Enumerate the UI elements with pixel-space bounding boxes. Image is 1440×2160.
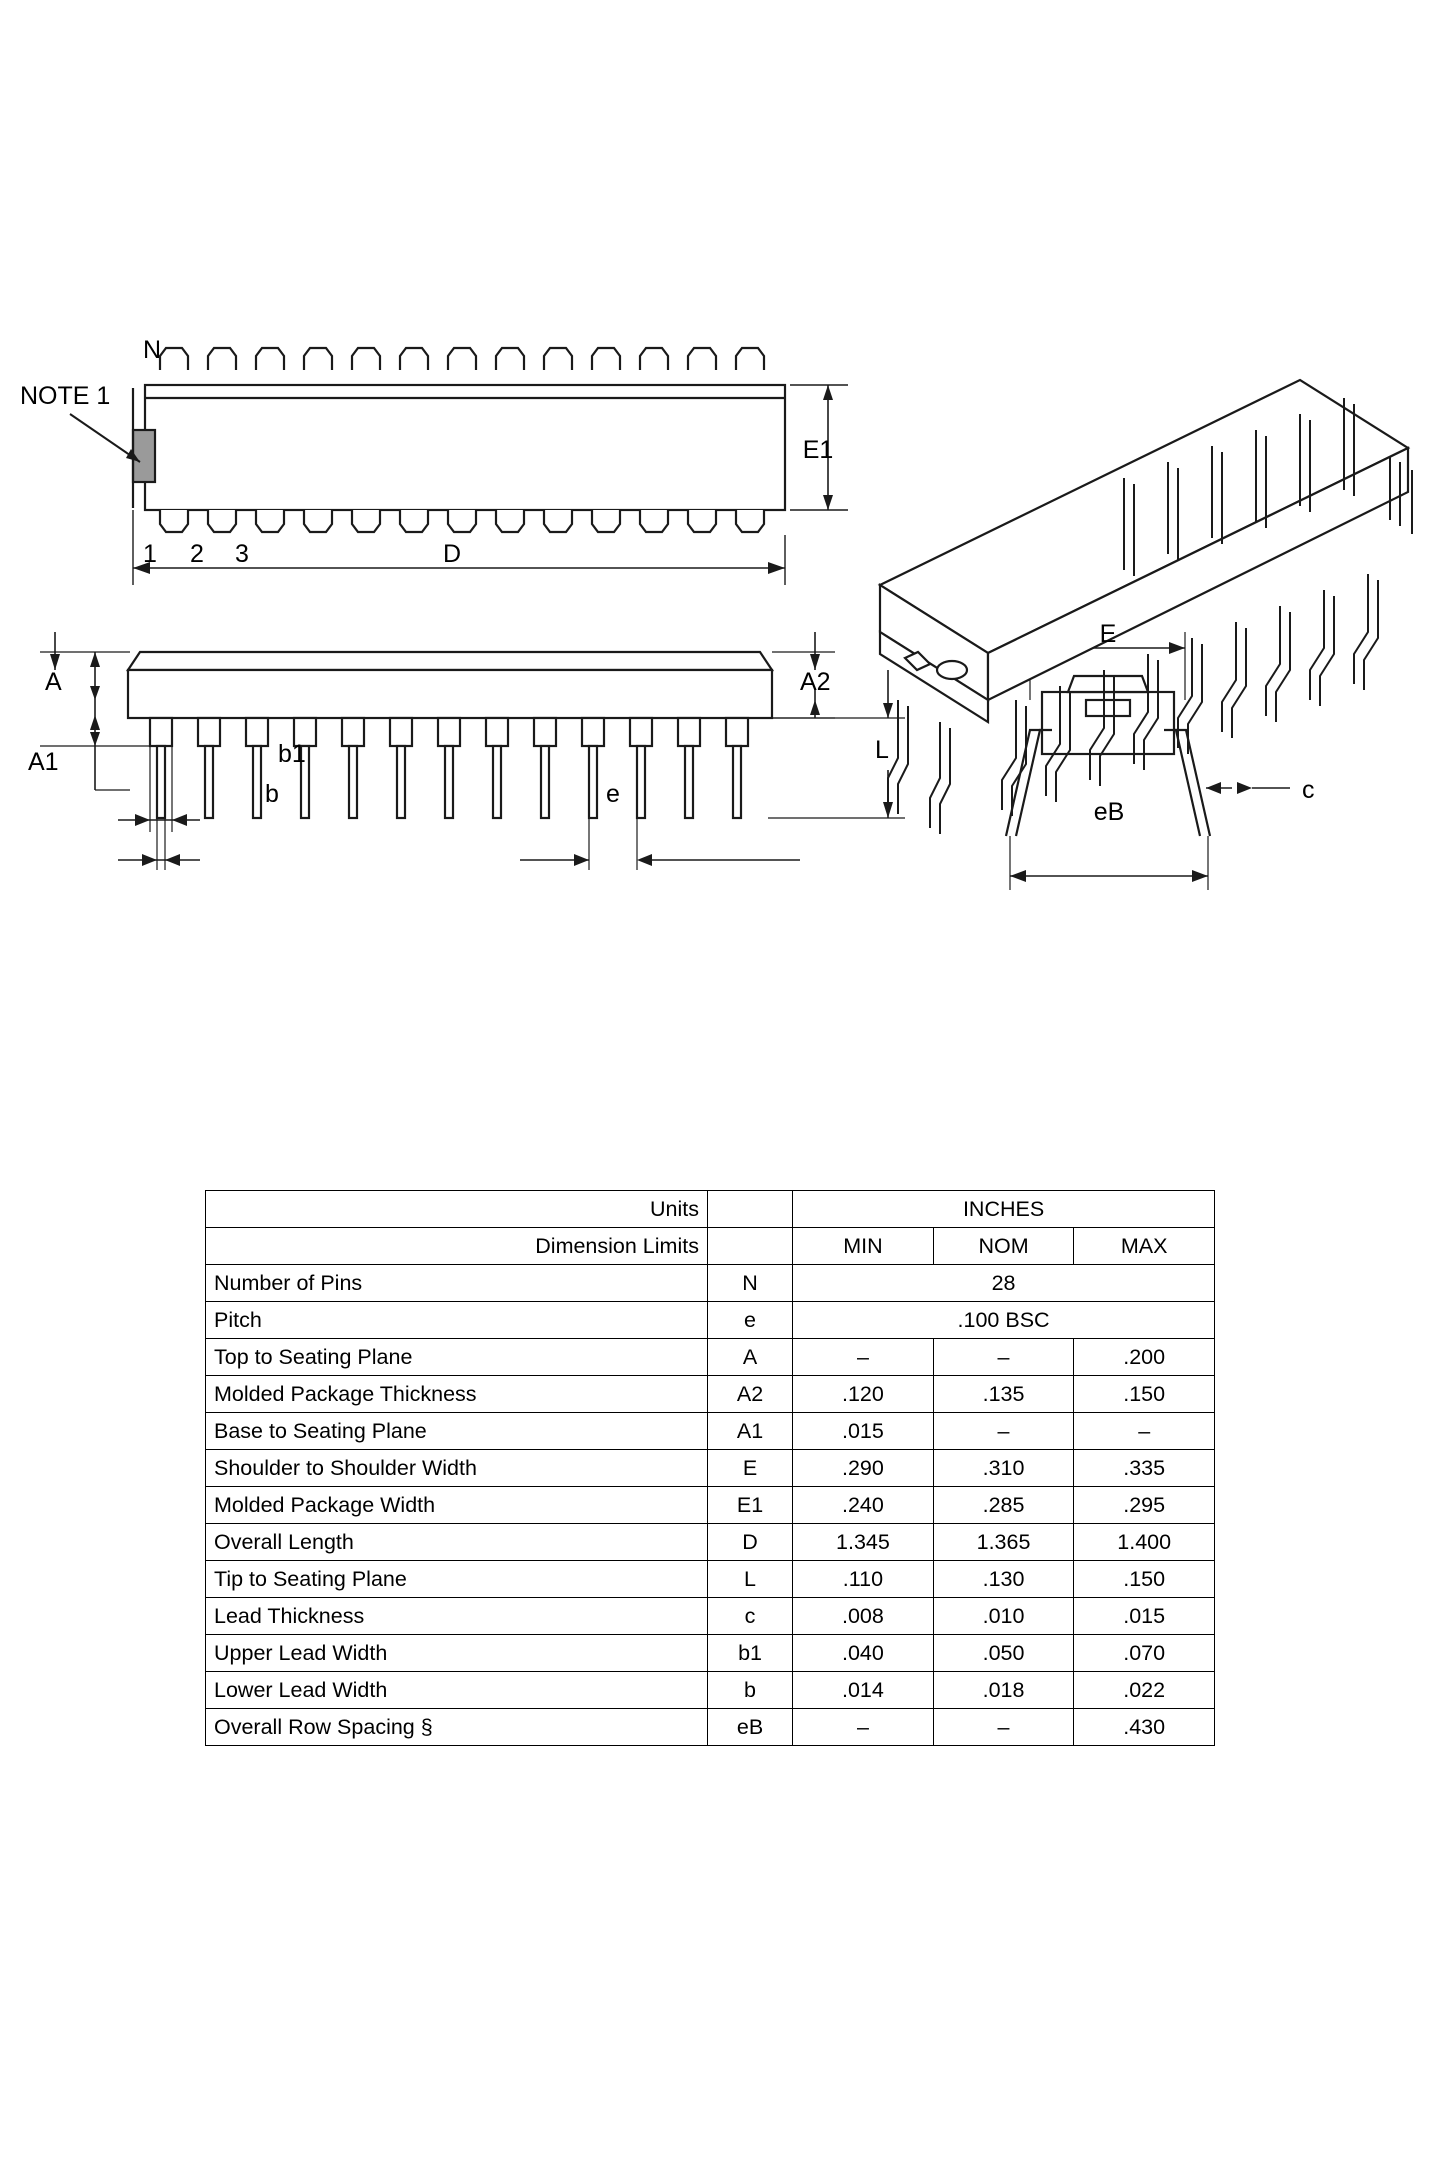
row-max: 1.400 [1074, 1524, 1215, 1561]
label-E: E [1099, 620, 1117, 648]
row-max: .150 [1074, 1376, 1215, 1413]
row-nom: .130 [933, 1561, 1074, 1598]
row-desc: Pitch [206, 1302, 708, 1339]
label-b1: b1 [278, 740, 306, 768]
row-symbol: A2 [707, 1376, 792, 1413]
table-row [206, 1598, 1215, 1635]
row-min: .290 [793, 1450, 934, 1487]
package-drawings [0, 336, 1440, 1170]
label-E1: E1 [802, 436, 834, 464]
label-A: A [45, 668, 62, 696]
row-desc: Upper Lead Width [206, 1635, 708, 1672]
label-L: L [875, 736, 889, 764]
row-max: .335 [1074, 1450, 1215, 1487]
label-e: e [606, 780, 620, 808]
row-min: – [793, 1339, 934, 1376]
row-desc: Base to Seating Plane [206, 1413, 708, 1450]
row-min: 1.345 [793, 1524, 934, 1561]
row-max: .430 [1074, 1709, 1215, 1746]
units-label: Units [206, 1191, 708, 1228]
row-symbol: c [707, 1598, 792, 1635]
isometric-view [880, 380, 1412, 834]
label-N: N [143, 336, 162, 364]
col-min: MIN [793, 1228, 934, 1265]
limits-symbol-cell [707, 1228, 792, 1265]
col-max: MAX [1074, 1228, 1215, 1265]
row-span-value: 28 [793, 1265, 1215, 1302]
table-row [206, 1339, 1215, 1376]
row-desc: Overall Row Spacing § [206, 1709, 708, 1746]
row-desc: Overall Length [206, 1524, 708, 1561]
row-max: – [1074, 1413, 1215, 1450]
label-pin2: 2 [190, 540, 204, 568]
table-row [206, 1672, 1215, 1709]
row-desc: Molded Package Thickness [206, 1376, 708, 1413]
row-min: .015 [793, 1413, 934, 1450]
row-symbol: A [707, 1339, 792, 1376]
label-pin1: 1 [143, 540, 157, 568]
table-row [206, 1524, 1215, 1561]
label-b: b [265, 780, 279, 808]
row-span-value: .100 BSC [793, 1302, 1215, 1339]
row-symbol: A1 [707, 1413, 792, 1450]
row-symbol: L [707, 1561, 792, 1598]
row-min: .040 [793, 1635, 934, 1672]
row-symbol: b [707, 1672, 792, 1709]
dimension-table-wrap [205, 1190, 1215, 1746]
row-max: .070 [1074, 1635, 1215, 1672]
table-row [206, 1450, 1215, 1487]
row-symbol: D [707, 1524, 792, 1561]
row-desc: Lower Lead Width [206, 1672, 708, 1709]
row-nom: .018 [933, 1672, 1074, 1709]
row-max: .022 [1074, 1672, 1215, 1709]
label-A2: A2 [800, 668, 831, 696]
row-nom: – [933, 1709, 1074, 1746]
row-nom: .285 [933, 1487, 1074, 1524]
row-min: – [793, 1709, 934, 1746]
row-nom: – [933, 1339, 1074, 1376]
row-max: .200 [1074, 1339, 1215, 1376]
col-nom: NOM [933, 1228, 1074, 1265]
row-nom: .310 [933, 1450, 1074, 1487]
units-symbol-cell [707, 1191, 792, 1228]
row-max: .295 [1074, 1487, 1215, 1524]
table-row [206, 1635, 1215, 1672]
table-header-limits [206, 1228, 1215, 1265]
label-D: D [442, 540, 462, 568]
dimension-table [205, 1190, 1215, 1746]
table-row [206, 1376, 1215, 1413]
row-desc: Molded Package Width [206, 1487, 708, 1524]
limits-label: Dimension Limits [206, 1228, 708, 1265]
row-symbol: E [707, 1450, 792, 1487]
label-note1: NOTE 1 [20, 382, 111, 410]
label-c: c [1302, 776, 1315, 804]
row-desc: Number of Pins [206, 1265, 708, 1302]
row-symbol: E1 [707, 1487, 792, 1524]
row-symbol: eB [707, 1709, 792, 1746]
units-value: INCHES [793, 1191, 1215, 1228]
row-desc: Shoulder to Shoulder Width [206, 1450, 708, 1487]
row-desc: Lead Thickness [206, 1598, 708, 1635]
label-pin3: 3 [235, 540, 249, 568]
row-min: .120 [793, 1376, 934, 1413]
row-nom: 1.365 [933, 1524, 1074, 1561]
side-view [40, 632, 905, 870]
row-min: .110 [793, 1561, 934, 1598]
row-desc: Top to Seating Plane [206, 1339, 708, 1376]
row-max: .015 [1074, 1598, 1215, 1635]
row-min: .008 [793, 1598, 934, 1635]
drawings-svg [0, 336, 1440, 1170]
row-nom: .010 [933, 1598, 1074, 1635]
table-row [206, 1413, 1215, 1450]
row-min: .014 [793, 1672, 934, 1709]
table-row [206, 1302, 1215, 1339]
label-eB: eB [1093, 798, 1125, 826]
row-symbol: e [707, 1302, 792, 1339]
row-desc: Tip to Seating Plane [206, 1561, 708, 1598]
label-A1: A1 [28, 748, 59, 776]
row-nom: – [933, 1413, 1074, 1450]
row-symbol: b1 [707, 1635, 792, 1672]
row-max: .150 [1074, 1561, 1215, 1598]
row-nom: .050 [933, 1635, 1074, 1672]
row-min: .240 [793, 1487, 934, 1524]
row-symbol: N [707, 1265, 792, 1302]
table-row [206, 1561, 1215, 1598]
table-row [206, 1265, 1215, 1302]
table-row [206, 1487, 1215, 1524]
table-row [206, 1709, 1215, 1746]
row-nom: .135 [933, 1376, 1074, 1413]
table-header-units [206, 1191, 1215, 1228]
